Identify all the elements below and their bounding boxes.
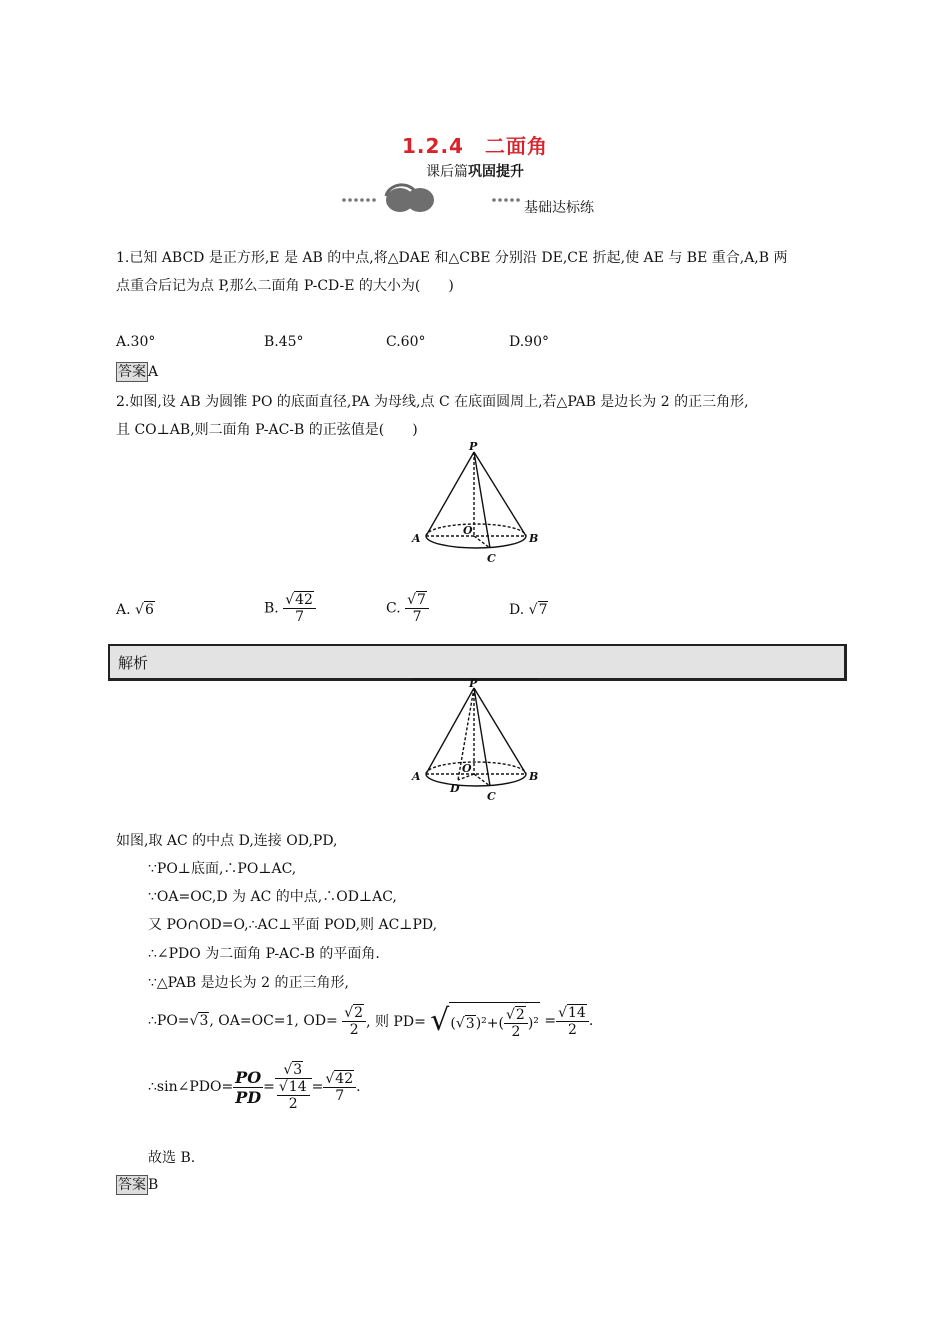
solution-line-3: ∵OA=OC,D 为 AC 的中点,∴OD⊥AC, xyxy=(148,889,397,905)
fig2-label-d: D xyxy=(450,782,460,795)
q2-line-2: 且 CO⊥AB,则二面角 P-AC-B 的正弦值是( ) xyxy=(116,422,418,438)
page-title: 1.2.4 二面角 xyxy=(402,134,548,158)
subtitle-bold: 巩固提升 xyxy=(468,164,524,180)
q2-answer xyxy=(116,1175,158,1195)
fig2-label-c: C xyxy=(487,790,496,803)
solution-line-7: ∴PO=√3, OA=OC=1, OD= $\frac{√2}{2}$ , 则 PD= √(√3)²+( $\frac{√2}{2}$ )² = $\frac{√14}{2}$ . xyxy=(148,1003,594,1040)
solution-line-5: ∴∠PDO 为二面角 P-AC-B 的平面角. xyxy=(148,946,380,962)
solution-heading: 解析 xyxy=(118,654,149,672)
question-2-text xyxy=(116,388,836,444)
solution-line-4: 又 PO∩OD=O,∴AC⊥平面 POD,则 AC⊥PD, xyxy=(148,917,438,933)
fig2-label-a: A xyxy=(412,770,421,783)
q1-line-1: 1.已知 ABCD 是正方形,E 是 AB 的中点,将△DAE 和△CBE 分别沿 DE,CE 折起,使 AE 与 BE 重合,A,B 两 xyxy=(116,250,788,266)
answer-tag: 答案 xyxy=(118,1177,146,1193)
solution-line-1: 如图,取 AC 的中点 D,连接 OD,PD, xyxy=(116,833,338,849)
q2-answer-value: B xyxy=(148,1177,159,1193)
fig1-label-p: P xyxy=(469,440,478,453)
subtitle-prefix: 课后篇 xyxy=(426,164,468,180)
solution-conclusion: 故选 B. xyxy=(148,1150,196,1166)
section-label: 基础达标练 xyxy=(524,200,594,216)
solution-line-2: ∵PO⊥底面,∴PO⊥AC, xyxy=(148,861,297,877)
q1-answer-value: A xyxy=(148,364,159,380)
answer-tag: 答案 xyxy=(118,364,146,380)
q1-option-b: B.45° xyxy=(264,334,304,350)
page-subtitle xyxy=(0,161,950,181)
question-1-text xyxy=(116,244,836,300)
fig1-label-a: A xyxy=(412,532,421,545)
fig2-label-p: P xyxy=(469,678,478,690)
solution-line-8: ∴sin∠PDO= $\frac{PO}{PD}$ = $\frac{√3}{\frac{√14}{2}}$ = $\frac{√42}{7}$ . xyxy=(148,1062,361,1112)
fig2-label-o: O xyxy=(462,762,472,775)
fig1-label-c: C xyxy=(487,552,496,565)
q1-answer xyxy=(116,362,158,382)
q1-option-d: D.90° xyxy=(509,334,549,350)
q2-line-1: 2.如图,设 AB 为圆锥 PO 的底面直径,PA 为母线,点 C 在底面圆周上,若△PAB 是边长为 2 的正三角形, xyxy=(116,394,749,410)
q2-option-b: B. $\frac{√42}{7}$ xyxy=(264,592,316,625)
cone-figure-1 xyxy=(408,440,548,566)
fig2-label-b: B xyxy=(529,770,539,783)
cone-figure-2 xyxy=(408,678,548,806)
q1-option-c: C.60° xyxy=(386,334,426,350)
fig1-label-o: O xyxy=(463,524,473,537)
q2-option-a: A. √6 xyxy=(116,602,154,618)
q1-line-2: 点重合后记为点 P,那么二面角 P-CD-E 的大小为( ) xyxy=(116,278,454,294)
solution-line-6: ∵△PAB 是边长为 2 的正三角形, xyxy=(148,975,349,991)
q2-option-c: C. $\frac{√7}{7}$ xyxy=(386,592,429,625)
solution-heading-box xyxy=(108,644,847,681)
q1-option-a: A.30° xyxy=(116,334,156,350)
fig1-label-b: B xyxy=(529,532,539,545)
q2-option-d: D. √7 xyxy=(509,602,548,618)
